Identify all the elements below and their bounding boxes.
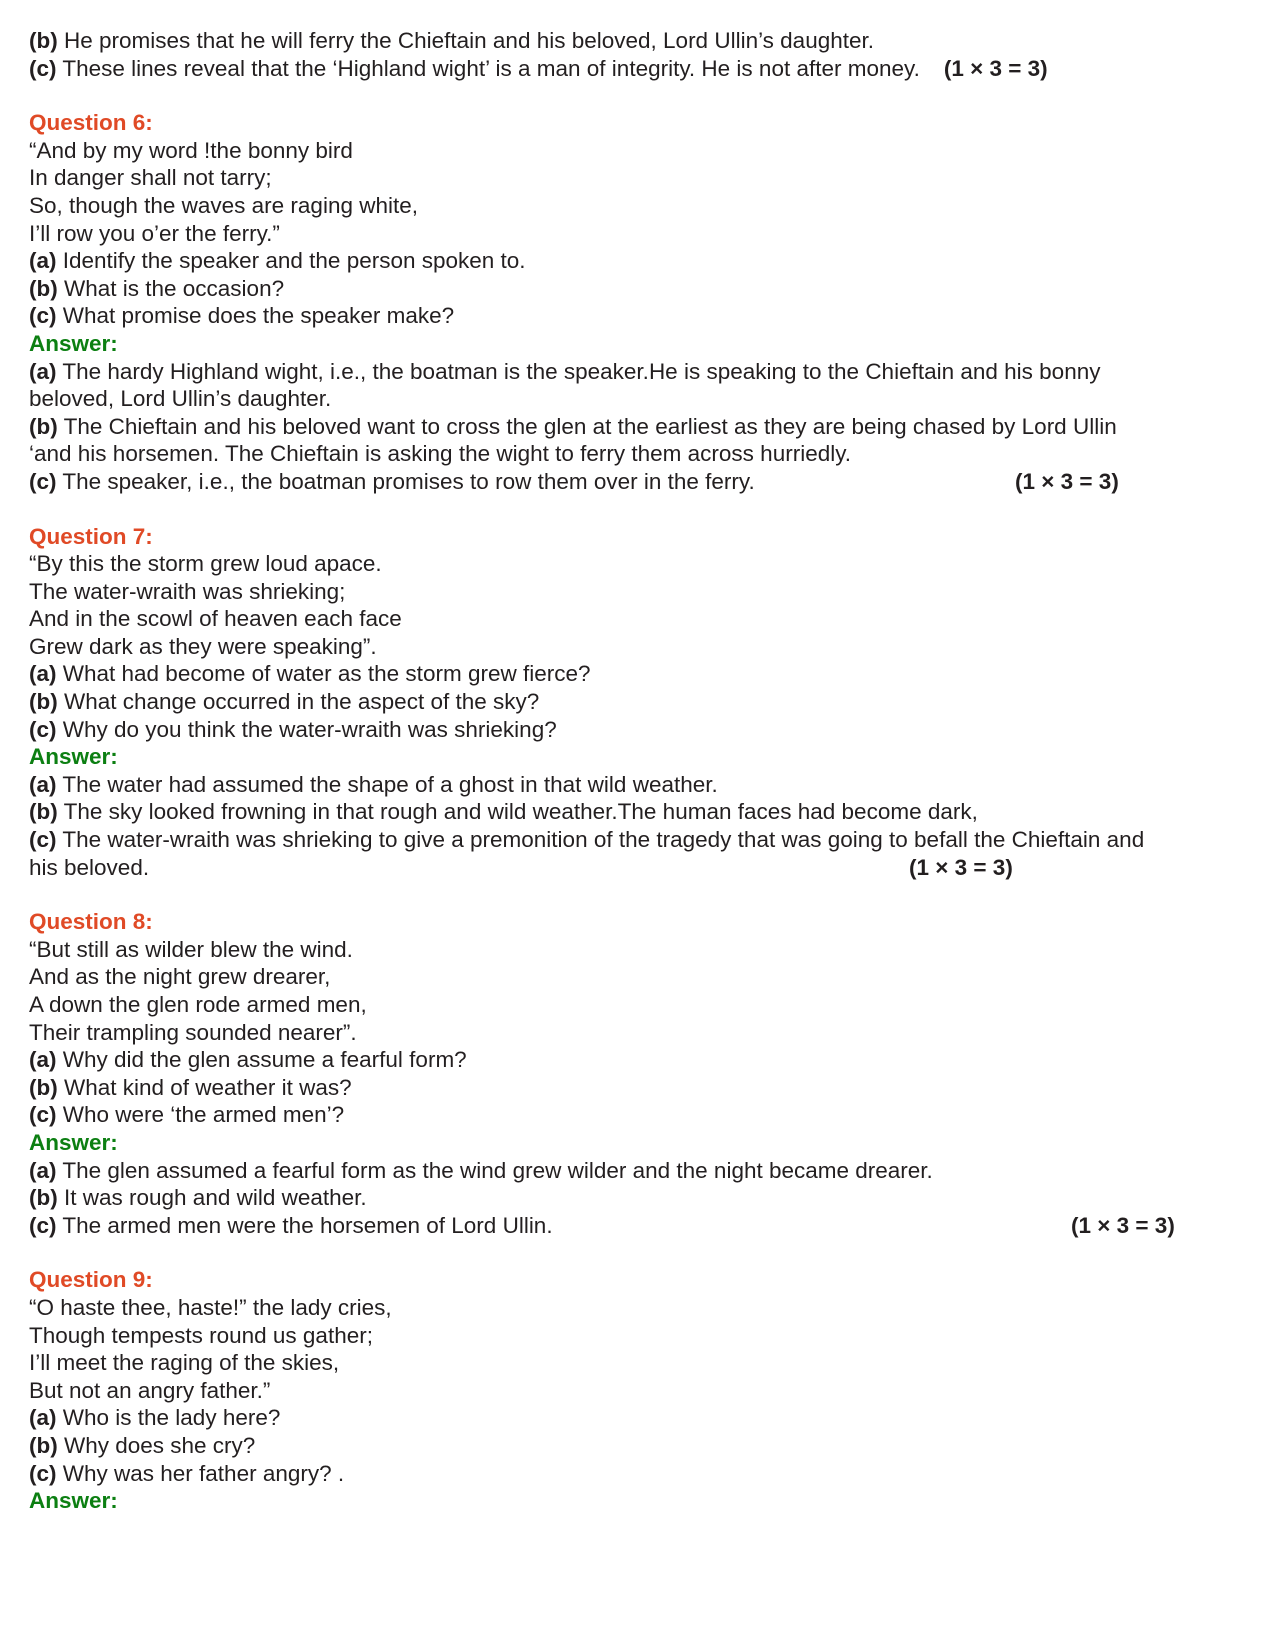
stanza-line: And in the scowl of heaven each face	[29, 606, 402, 632]
marks: (1 × 3 = 3)	[943, 55, 1048, 81]
sub-question	[29, 1101, 1275, 1129]
sub-question-text: What kind of weather it was?	[57, 1074, 352, 1100]
question-9	[29, 1266, 1275, 1514]
answer-text: The Chieftain and his beloved want to cross the glen at the earliest as they are being chased by Lord Ullin	[57, 413, 1117, 439]
sub-question-label: (b)	[29, 275, 58, 301]
stanza-line: “O haste thee, haste!” the lady cries,	[29, 1294, 392, 1320]
answer-label: (c)	[29, 827, 57, 853]
sub-question-label: (a)	[29, 248, 57, 274]
sub-question-text: Why was her father angry? .	[56, 1460, 345, 1486]
sub-question-text: Who is the lady here?	[56, 1405, 281, 1431]
sub-question-text: Who were ‘the armed men’?	[56, 1102, 345, 1128]
answer-c	[29, 468, 1275, 496]
answer-label: (c)	[29, 468, 57, 494]
stanza-line: So, though the waves are raging white,	[29, 192, 418, 218]
sub-question	[29, 660, 1275, 688]
sub-question-label: (c)	[29, 1102, 57, 1128]
stanza-line: Grew dark as they were speaking”.	[29, 633, 377, 659]
answer-text: These lines reveal that the ‘Highland wight’ is a man of integrity. He is not after money.	[56, 55, 920, 81]
answer-text: The hardy Highland wight, i.e., the boatman is the speaker.He is speaking to the Chieftain and his bonny	[56, 358, 1101, 384]
question-title: Question 8:	[29, 909, 153, 935]
sub-question-label: (c)	[29, 1460, 57, 1486]
stanza-line: A down the glen rode armed men,	[29, 992, 367, 1017]
answer-label: (b)	[29, 28, 58, 53]
answer-text: his beloved.	[29, 854, 150, 880]
answer-heading: Answer:	[29, 744, 118, 770]
answer-b	[29, 413, 1275, 441]
stanza-line: I’ll meet the raging of the skies,	[29, 1350, 340, 1376]
answer-label: (a)	[29, 771, 57, 797]
stanza-line: And as the night grew drearer,	[29, 964, 331, 990]
question-title: Question 9:	[29, 1267, 153, 1293]
sub-question-text: What is the occasion?	[57, 275, 285, 301]
question-title: Question 6:	[29, 110, 153, 136]
sub-question-text: What promise does the speaker make?	[56, 303, 455, 329]
sub-question-label: (b)	[29, 689, 58, 715]
answer-text: The armed men were the horsemen of Lord Ullin.	[56, 1212, 553, 1238]
sub-question-label: (b)	[29, 1432, 58, 1458]
sub-question-label: (a)	[29, 1047, 57, 1073]
prev-answer-b	[29, 27, 1275, 55]
sub-question	[29, 1046, 1275, 1074]
sub-question-label: (c)	[29, 303, 57, 329]
sub-question	[29, 716, 1275, 744]
answer-label: (c)	[29, 55, 57, 81]
prev-answer-c	[29, 55, 1275, 83]
sub-question	[29, 275, 1275, 303]
answer-text: The glen assumed a fearful form as the wind grew wilder and the night became drearer.	[56, 1157, 933, 1183]
answer-heading: Answer:	[29, 1488, 118, 1514]
sub-question-text: Why did the glen assume a fearful form?	[56, 1047, 467, 1073]
sub-question-text: Identify the speaker and the person spoken to.	[56, 248, 526, 274]
stanza-line: The water-wraith was shrieking;	[29, 578, 346, 604]
sub-question-text: Why do you think the water-wraith was shrieking?	[56, 716, 557, 742]
sub-question	[29, 1404, 1275, 1432]
answer-heading: Answer:	[29, 330, 118, 356]
answer-c	[29, 1212, 1275, 1240]
answer-a-cont: beloved, Lord Ullin’s daughter.	[29, 386, 332, 412]
answer-label: (b)	[29, 1185, 58, 1211]
marks: (1 × 3 = 3)	[909, 854, 1013, 880]
answer-text: The speaker, i.e., the boatman promises to row them over in the ferry.	[56, 468, 755, 494]
sub-question-text: What change occurred in the aspect of the sky?	[57, 689, 540, 715]
stanza-line: I’ll row you o’er the ferry.”	[29, 220, 280, 246]
stanza-line: “By this the storm grew loud apace.	[29, 551, 382, 577]
sub-question	[29, 1432, 1275, 1460]
answer-a	[29, 771, 1275, 799]
stanza-line: Their trampling sounded nearer”.	[29, 1019, 357, 1045]
answer-label: (b)	[29, 413, 58, 439]
sub-question-label: (a)	[29, 661, 57, 687]
answer-b-cont: ‘and his horsemen. The Chieftain is asking the wight to ferry them across hurriedly.	[29, 441, 852, 467]
answer-text: He promises that he will ferry the Chieftain and his beloved, Lord Ullin’s daughter.	[57, 28, 875, 53]
sub-question-label: (c)	[29, 716, 57, 742]
answer-c	[29, 826, 1275, 854]
question-7	[29, 523, 1275, 882]
sub-question-text: Why does she cry?	[57, 1432, 256, 1458]
marks: (1 × 3 = 3)	[1015, 468, 1119, 494]
stanza-line: “And by my word !the bonny bird	[29, 137, 353, 163]
answer-label: (c)	[29, 1212, 57, 1238]
stanza-line: In danger shall not tarry;	[29, 165, 272, 191]
sub-question-label: (b)	[29, 1074, 58, 1100]
answer-label: (b)	[29, 799, 58, 825]
answer-text: It was rough and wild weather.	[57, 1185, 367, 1211]
sub-question	[29, 247, 1275, 275]
sub-question	[29, 688, 1275, 716]
answer-text: The water-wraith was shrieking to give a premonition of the tragedy that was going to befall the Chieftain and	[56, 827, 1145, 853]
answer-a	[29, 1157, 1275, 1185]
question-title: Question 7:	[29, 523, 153, 549]
stanza-line: Though tempests round us gather;	[29, 1322, 373, 1348]
stanza-line: “But still as wilder blew the wind.	[29, 936, 353, 962]
answer-text: The water had assumed the shape of a ghost in that wild weather.	[56, 771, 718, 797]
sub-question-text: What had become of water as the storm grew fierce?	[56, 661, 591, 687]
answer-b	[29, 1184, 1275, 1212]
answer-c-cont	[29, 854, 1275, 882]
answer-label: (a)	[29, 1157, 57, 1183]
sub-question	[29, 1460, 1275, 1488]
answer-label: (a)	[29, 358, 57, 384]
sub-question-label: (a)	[29, 1405, 57, 1431]
answer-a	[29, 358, 1275, 386]
stanza-line: But not an angry father.”	[29, 1377, 271, 1403]
sub-question	[29, 1074, 1275, 1102]
question-8	[29, 908, 1275, 1239]
answer-text: The sky looked frowning in that rough and wild weather.The human faces had become dark,	[57, 799, 978, 825]
marks: (1 × 3 = 3)	[1071, 1212, 1175, 1238]
sub-question	[29, 302, 1275, 330]
answer-b	[29, 798, 1275, 826]
answer-heading: Answer:	[29, 1129, 118, 1155]
question-6	[29, 109, 1275, 495]
